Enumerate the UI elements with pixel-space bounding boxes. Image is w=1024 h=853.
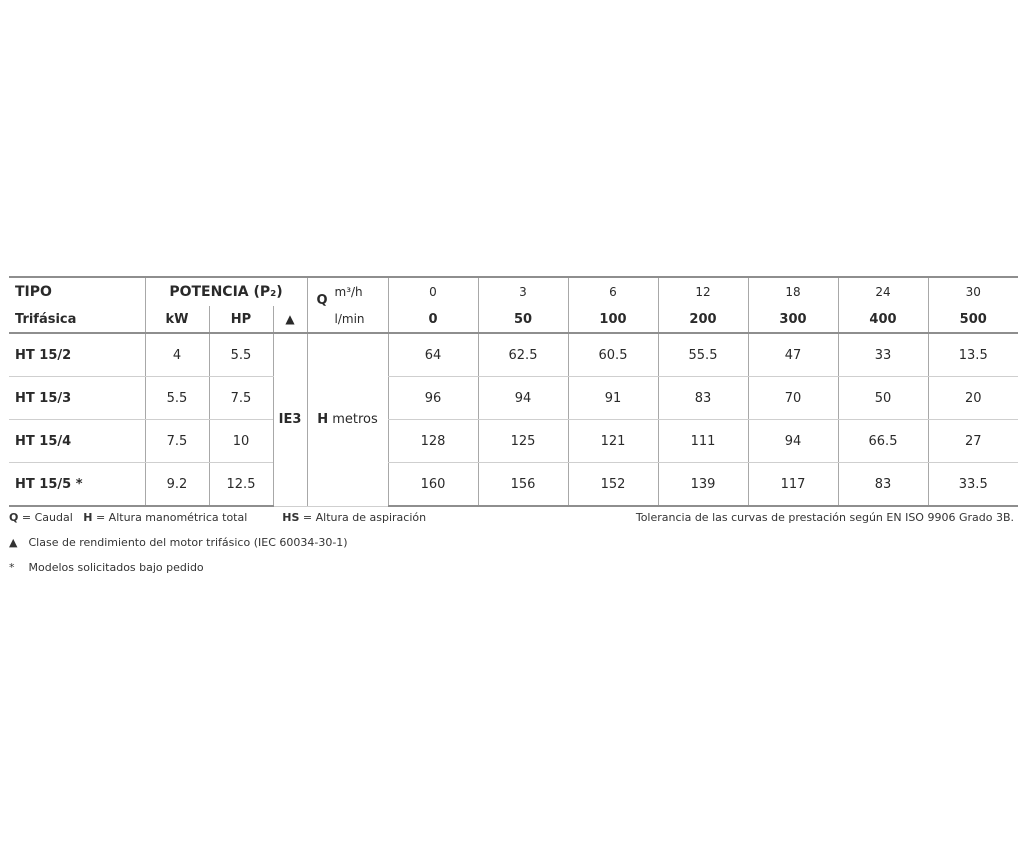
lmin-value: 400	[838, 306, 928, 333]
star-note-text: Modelos solicitados bajo pedido	[28, 561, 204, 574]
head-value: 20	[928, 377, 1018, 420]
lmin-value: 200	[658, 306, 748, 333]
hp-cell: 12.5	[209, 463, 273, 507]
head-value: 47	[748, 333, 838, 377]
tolerance-note: Tolerancia de las curvas de prestación según EN ISO 9906 Grado 3B.	[635, 511, 1014, 524]
unit-lmin: l/min	[334, 312, 365, 326]
triangle-icon: ▲	[9, 536, 18, 549]
head-value: 160	[388, 463, 478, 507]
star-icon: *	[9, 561, 15, 574]
head-value: 94	[478, 377, 568, 420]
m3h-value: 12	[658, 277, 748, 306]
legend-h-key: H	[83, 511, 93, 524]
triangle-note-text: Clase de rendimiento del motor trifásico (IEC 60034-30-1)	[28, 536, 348, 549]
kw-cell: 9.2	[145, 463, 209, 507]
model-name: HT 15/3	[15, 390, 72, 406]
unit-m3h: m³/h	[334, 285, 363, 299]
m3h-value: 18	[748, 277, 838, 306]
kw-cell: 7.5	[145, 420, 209, 463]
legend-q-text: = Caudal	[21, 511, 73, 524]
head-value: 91	[568, 377, 658, 420]
head-value: 83	[658, 377, 748, 420]
head-value: 83	[838, 463, 928, 507]
hp-cell: 7.5	[209, 377, 273, 420]
table-row	[9, 463, 1018, 507]
head-value: 62.5	[478, 333, 568, 377]
q-letter: Q	[316, 293, 328, 308]
head-value: 125	[478, 420, 568, 463]
m3h-value: 30	[928, 277, 1018, 306]
header-row-1	[9, 277, 1018, 306]
head-value: 70	[748, 377, 838, 420]
header-row-2	[9, 306, 1018, 333]
head-value: 64	[388, 333, 478, 377]
lmin-value: 100	[568, 306, 658, 333]
table-row	[9, 420, 1018, 463]
trifasica-header: Trifásica	[9, 306, 145, 333]
star-note	[9, 561, 204, 574]
head-value: 117	[748, 463, 838, 507]
legend-q-key: Q	[9, 511, 19, 524]
star-icon: *	[75, 476, 83, 492]
hp-cell: 10	[209, 420, 273, 463]
model-cell	[9, 333, 145, 377]
h-unit: metros	[332, 412, 378, 428]
m3h-value: 0	[388, 277, 478, 306]
m3h-value: 24	[838, 277, 928, 306]
head-value: 152	[568, 463, 658, 507]
head-value: 55.5	[658, 333, 748, 377]
head-value: 128	[388, 420, 478, 463]
lmin-value: 50	[478, 306, 568, 333]
head-value: 13.5	[928, 333, 1018, 377]
model-name: HT 15/5	[15, 476, 72, 492]
model-cell	[9, 377, 145, 420]
head-value: 27	[928, 420, 1018, 463]
legend-hs-key: HS	[282, 511, 300, 524]
model-cell	[9, 463, 145, 507]
table-row	[9, 333, 1018, 377]
head-value: 156	[478, 463, 568, 507]
triangle-note	[9, 536, 348, 549]
head-value: 94	[748, 420, 838, 463]
head-value: 96	[388, 377, 478, 420]
head-value: 50	[838, 377, 928, 420]
kw-header: kW	[145, 306, 209, 333]
model-cell	[9, 420, 145, 463]
head-value: 111	[658, 420, 748, 463]
head-value: 33	[838, 333, 928, 377]
hp-cell: 5.5	[209, 333, 273, 377]
model-name: HT 15/2	[15, 347, 72, 363]
q-header	[307, 277, 388, 333]
legend-hs-text: = Altura de aspiración	[302, 511, 427, 524]
potencia-header: POTENCIA (P₂)	[145, 277, 307, 306]
hp-header: HP	[209, 306, 273, 333]
h-label: H	[317, 412, 329, 428]
ie3-cell: IE3	[273, 333, 307, 506]
triangle-icon: ▲	[273, 306, 307, 333]
lmin-value: 500	[928, 306, 1018, 333]
head-value: 139	[658, 463, 748, 507]
legend-line	[9, 511, 426, 524]
table-row	[9, 377, 1018, 420]
legend-h-text: = Altura manométrica total	[95, 511, 248, 524]
head-value: 33.5	[928, 463, 1018, 507]
tipo-header: TIPO	[9, 277, 145, 306]
head-value: 60.5	[568, 333, 658, 377]
model-name: HT 15/4	[15, 433, 72, 449]
lmin-value: 0	[388, 306, 478, 333]
pump-spec-table	[9, 276, 1018, 507]
h-metros-cell	[307, 333, 388, 506]
head-value: 121	[568, 420, 658, 463]
lmin-value: 300	[748, 306, 838, 333]
kw-cell: 5.5	[145, 377, 209, 420]
m3h-value: 3	[478, 277, 568, 306]
kw-cell: 4	[145, 333, 209, 377]
head-value: 66.5	[838, 420, 928, 463]
m3h-value: 6	[568, 277, 658, 306]
